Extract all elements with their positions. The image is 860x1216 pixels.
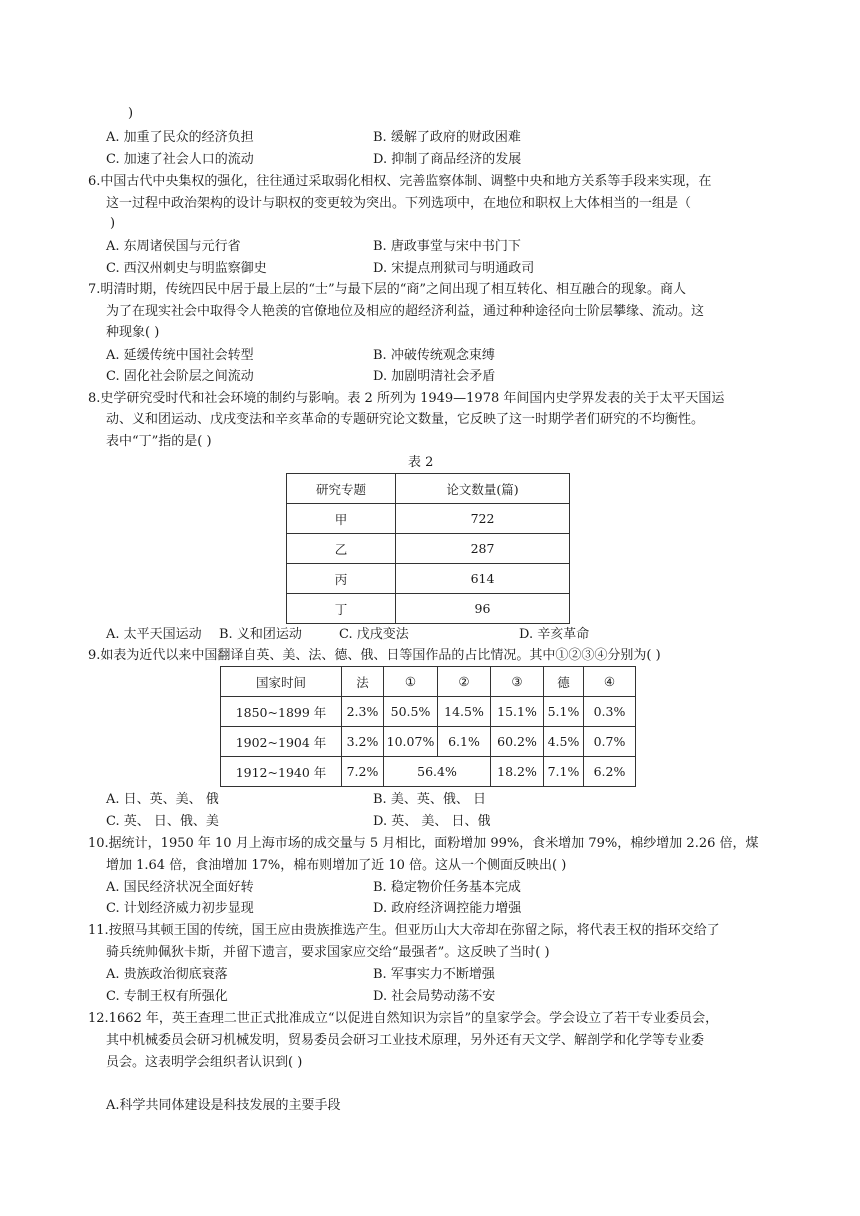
q8-option-b[interactable]: B. 义和团运动 bbox=[219, 627, 302, 642]
q8-table-title: 表 2 bbox=[408, 455, 434, 470]
table-cell: 6.1% bbox=[438, 727, 491, 757]
q9-option-a[interactable]: A. 日、英、美、 俄 bbox=[106, 792, 219, 807]
table-row bbox=[287, 564, 570, 594]
table-cell: 1850~1899 年 bbox=[221, 697, 342, 727]
table-cell: 10.07% bbox=[384, 727, 438, 757]
table-cell: 0.7% bbox=[584, 727, 636, 757]
q6-option-b[interactable]: B. 唐政事堂与宋中书门下 bbox=[373, 239, 521, 254]
table-cell: 丙 bbox=[287, 564, 396, 594]
table-cell: 3.2% bbox=[342, 727, 384, 757]
table-cell: 614 bbox=[396, 564, 570, 594]
table-header-cell: 法 bbox=[342, 667, 384, 697]
q10-option-b[interactable]: B. 稳定物价任务基本完成 bbox=[373, 880, 521, 895]
table-cell: 287 bbox=[396, 534, 570, 564]
table-row bbox=[287, 504, 570, 534]
table-cell: 96 bbox=[396, 594, 570, 624]
table-cell: 60.2% bbox=[491, 727, 544, 757]
q9-option-b[interactable]: B. 美、英、俄、 日 bbox=[373, 792, 486, 807]
q8-stem-line1: 8.史学研究受时代和社会环境的制约与影响。表 2 所列为 1949—1978 年间国内史学界发表的关于太平天国运 bbox=[88, 391, 725, 406]
q6-stem-line1: 6.中国古代中央集权的强化，往往通过采取弱化相权、完善监察体制、调整中央和地方关系等手段来实现，在 bbox=[88, 174, 712, 189]
table-cell: 7.1% bbox=[544, 757, 584, 787]
q9-option-d[interactable]: D. 英、 美、 日、俄 bbox=[373, 814, 491, 829]
q8-option-d[interactable]: D. 辛亥革命 bbox=[519, 627, 590, 642]
table-header-cell: 国家时间 bbox=[221, 667, 342, 697]
table-cell: 1902~1904 年 bbox=[221, 727, 342, 757]
q7-option-d[interactable]: D. 加剧明清社会矛盾 bbox=[373, 369, 496, 384]
table-row bbox=[221, 757, 636, 787]
q6-option-a[interactable]: A. 东周诸侯国与元行省 bbox=[106, 239, 241, 254]
q7-option-c[interactable]: C. 固化社会阶层之间流动 bbox=[106, 369, 254, 384]
q10-stem-line1: 10.据统计，1950 年 10 月上海市场的成交量与 5 月相比，面粉增加 99%，食米增加 79%，棉纱增加 2.26 倍，煤 bbox=[88, 836, 759, 851]
q9-table bbox=[220, 666, 636, 787]
table-header-cell: ④ bbox=[584, 667, 636, 697]
q5-option-d[interactable]: D. 抑制了商品经济的发展 bbox=[373, 152, 522, 167]
q9-stem-line1: 9.如表为近代以来中国翻译自英、美、法、德、俄、日等国作品的占比情况。其中①②③④分别为( ) bbox=[88, 648, 661, 663]
table-row bbox=[221, 697, 636, 727]
q8-stem-line3: 表中“丁”指的是( ) bbox=[106, 434, 212, 449]
q6-stem-line3: ) bbox=[110, 216, 116, 231]
q11-option-c[interactable]: C. 专制王权有所强化 bbox=[106, 989, 228, 1004]
q12-stem-line2: 其中机械委员会研习机械发明，贸易委员会研习工业技术原理，另外还有天文学、解剖学和化学等专业委 bbox=[106, 1033, 705, 1048]
table-cell: 722 bbox=[396, 504, 570, 534]
q5-option-c[interactable]: C. 加速了社会人口的流动 bbox=[106, 152, 254, 167]
table-header-row bbox=[221, 667, 636, 697]
table-cell: 15.1% bbox=[491, 697, 544, 727]
table-cell: 5.1% bbox=[544, 697, 584, 727]
table-row bbox=[287, 534, 570, 564]
q9-option-c[interactable]: C. 英、 日、俄、美 bbox=[106, 814, 219, 829]
table-row bbox=[221, 727, 636, 757]
table-header-cell: 研究专题 bbox=[287, 474, 396, 504]
q7-stem-line1: 7.明清时期，传统四民中居于最上层的“士”与最下层的“商”之间出现了相互转化、相互融合的现象。商人 bbox=[88, 282, 686, 297]
table-header-cell: ① bbox=[384, 667, 438, 697]
table-header-row bbox=[287, 474, 570, 504]
table-cell: 50.5% bbox=[384, 697, 438, 727]
table-cell: 0.3% bbox=[584, 697, 636, 727]
q10-stem-line2: 增加 1.64 倍，食油增加 17%，棉布则增加了近 10 倍。这从一个侧面反映出( ) bbox=[106, 858, 567, 873]
q10-option-c[interactable]: C. 计划经济威力初步显现 bbox=[106, 901, 254, 916]
table-cell: 甲 bbox=[287, 504, 396, 534]
q10-option-d[interactable]: D. 政府经济调控能力增强 bbox=[373, 901, 522, 916]
q5-option-b[interactable]: B. 缓解了政府的财政困难 bbox=[373, 130, 521, 145]
table-header-cell: ② bbox=[438, 667, 491, 697]
q12-stem-line1: 12.1662 年，英王查理二世正式批准成立“以促进自然知识为宗旨”的皇家学会。学会设立了若干专业委员会， bbox=[88, 1011, 719, 1026]
q7-stem-line3: 种现象( ) bbox=[106, 325, 160, 340]
q5-option-a[interactable]: A. 加重了民众的经济负担 bbox=[106, 130, 254, 145]
table-row bbox=[287, 594, 570, 624]
table-cell: 4.5% bbox=[544, 727, 584, 757]
q11-stem-line1: 11.按照马其顿王国的传统，国王应由贵族推选产生。但亚历山大大帝却在弥留之际，将代表王权的指环交给了 bbox=[88, 923, 720, 938]
table-header-cell: 德 bbox=[544, 667, 584, 697]
table-merged-cell: 56.4% bbox=[384, 757, 491, 787]
q8-option-a[interactable]: A. 太平天国运动 bbox=[106, 627, 202, 642]
q11-option-d[interactable]: D. 社会局势动荡不安 bbox=[373, 989, 496, 1004]
table-cell: 18.2% bbox=[491, 757, 544, 787]
table-cell: 7.2% bbox=[342, 757, 384, 787]
table-cell: 14.5% bbox=[438, 697, 491, 727]
q8-table bbox=[286, 473, 570, 624]
q6-option-d[interactable]: D. 宋提点刑狱司与明通政司 bbox=[373, 261, 535, 276]
q6-stem-line2: 这一过程中政治架构的设计与职权的变更较为突出。下列选项中，在地位和职权上大体相当的一组是（ bbox=[106, 196, 692, 211]
q7-option-a[interactable]: A. 延缓传统中国社会转型 bbox=[106, 348, 254, 363]
q12-option-a[interactable]: A.科学共同体建设是科技发展的主要手段 bbox=[106, 1098, 341, 1113]
q11-option-a[interactable]: A. 贵族政治彻底衰落 bbox=[106, 967, 228, 982]
table-header-cell: 论文数量(篇) bbox=[396, 474, 570, 504]
q8-option-c[interactable]: C. 戊戌变法 bbox=[339, 627, 409, 642]
q6-option-c[interactable]: C. 西汉州刺史与明监察御史 bbox=[106, 261, 267, 276]
table-cell: 乙 bbox=[287, 534, 396, 564]
table-cell: 1912~1940 年 bbox=[221, 757, 342, 787]
table-cell: 丁 bbox=[287, 594, 396, 624]
q10-option-a[interactable]: A. 国民经济状况全面好转 bbox=[106, 880, 254, 895]
q12-stem-line3: 员会。这表明学会组织者认识到( ) bbox=[106, 1055, 303, 1070]
q8-stem-line2: 动、义和团运动、戊戌变法和辛亥革命的专题研究论文数量，它反映了这一时期学者们研究的不均衡性。 bbox=[106, 412, 705, 427]
q5-bracket: ) bbox=[128, 106, 134, 121]
table-header-cell: ③ bbox=[491, 667, 544, 697]
table-cell: 6.2% bbox=[584, 757, 636, 787]
q11-option-b[interactable]: B. 军事实力不断增强 bbox=[373, 967, 495, 982]
q7-option-b[interactable]: B. 冲破传统观念束缚 bbox=[373, 348, 495, 363]
q11-stem-line2: 骑兵统帅佩狄卡斯，并留下遗言，要求国家应交给“最强者”。这反映了当时( ) bbox=[106, 945, 550, 960]
q7-stem-line2: 为了在现实社会中取得令人艳羡的官僚地位及相应的超经济利益，通过种种途径向士阶层攀缘、流动。这 bbox=[106, 304, 705, 319]
table-cell: 2.3% bbox=[342, 697, 384, 727]
